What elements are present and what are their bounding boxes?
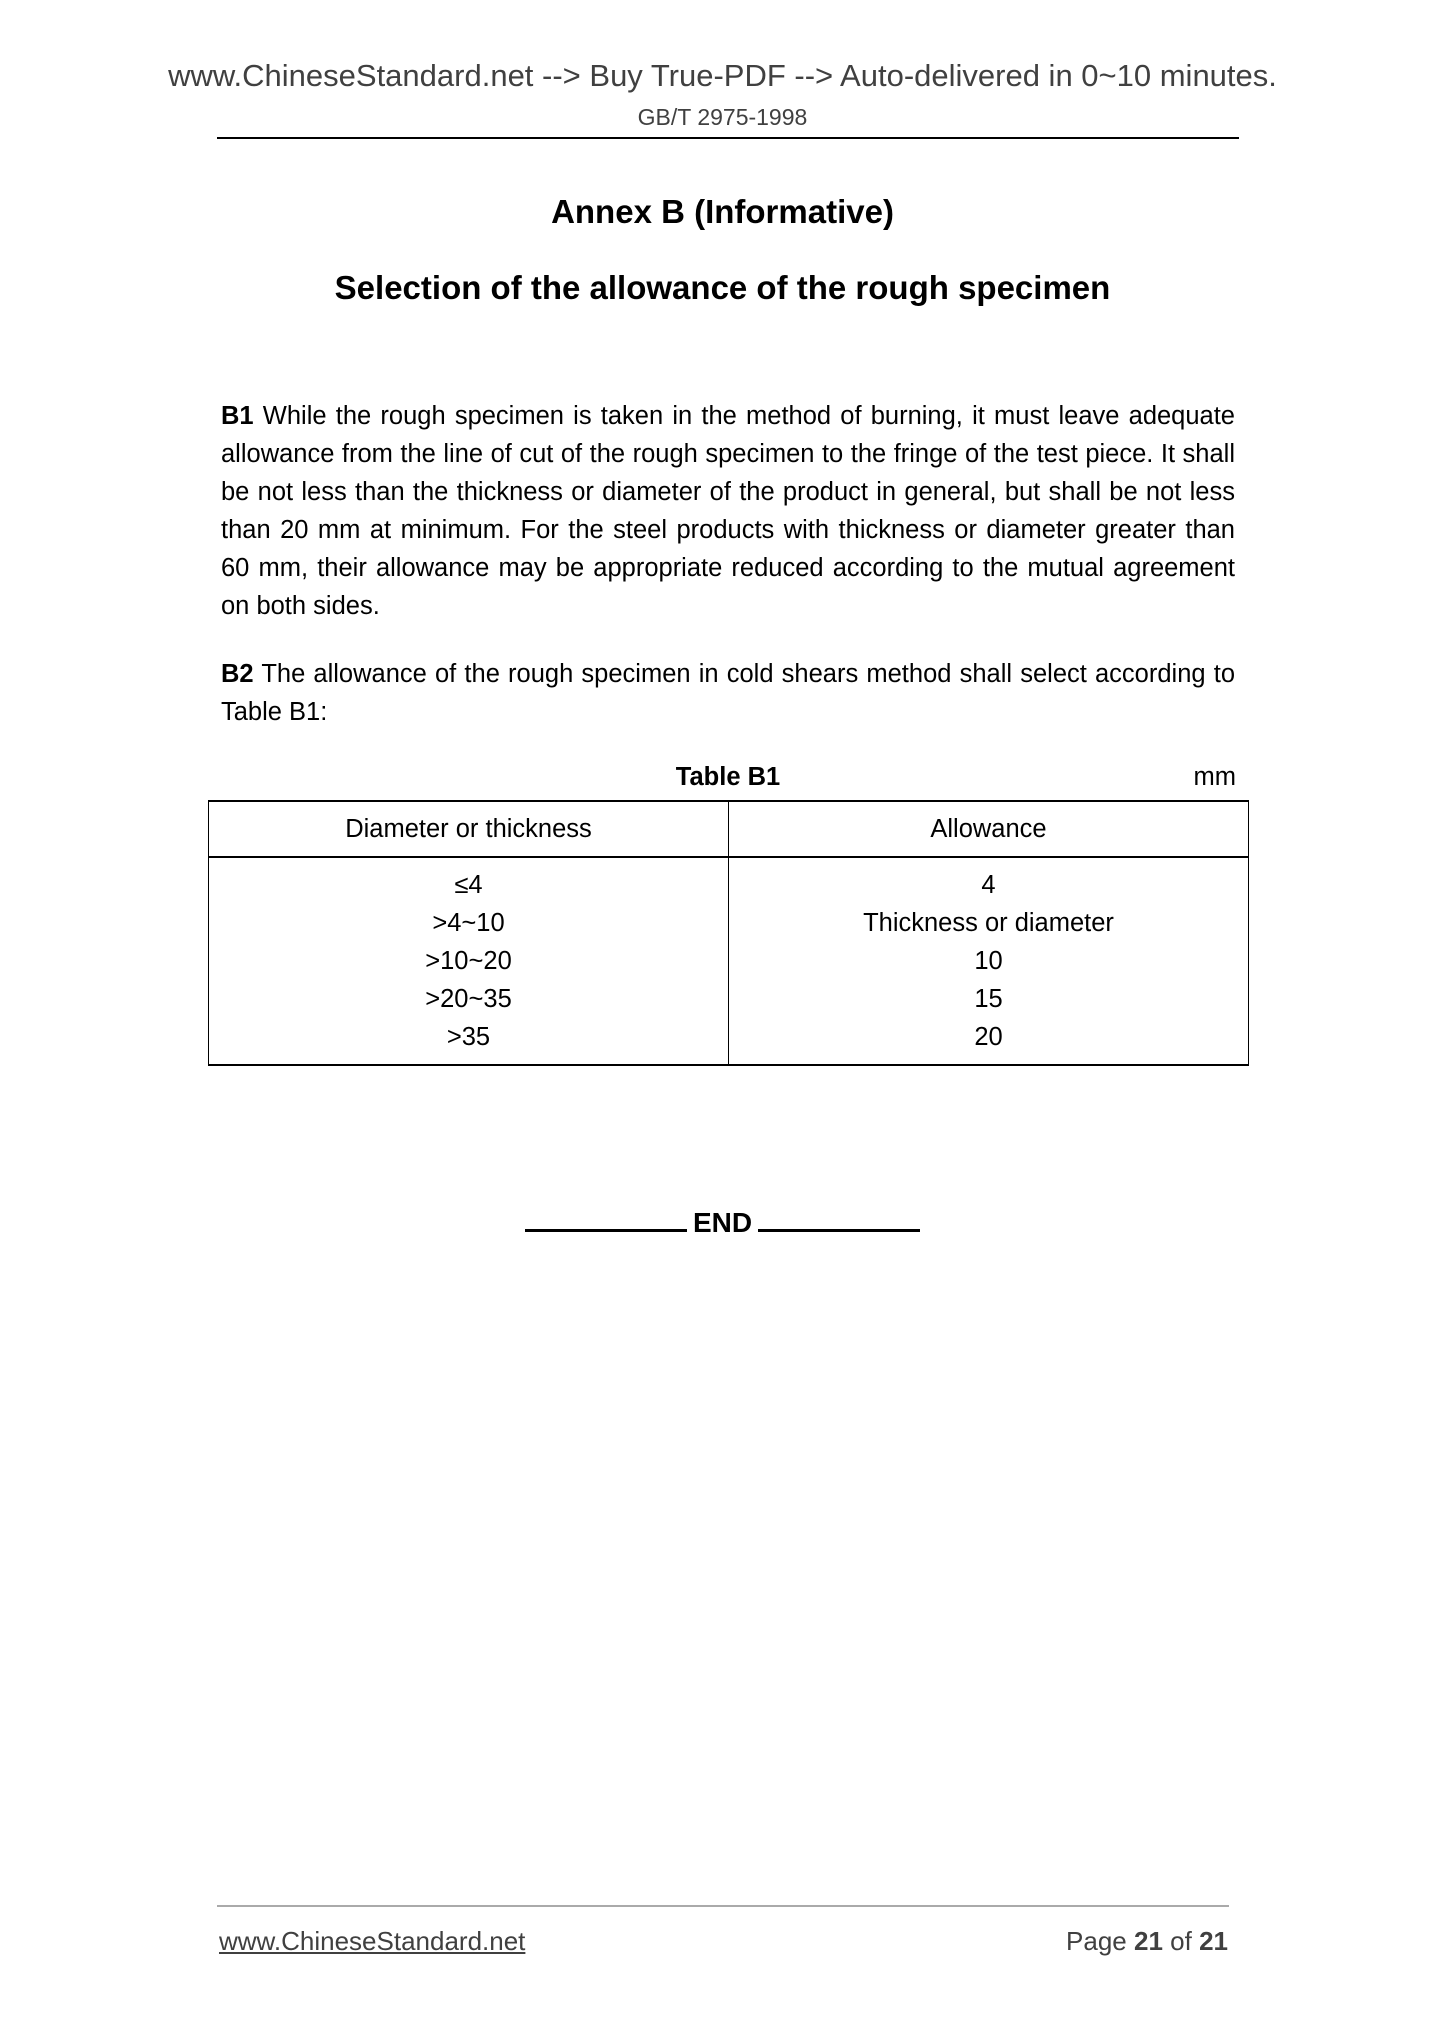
end-marker <box>0 1201 1445 1239</box>
cell-allowance: 15 <box>729 980 1249 1018</box>
cell-diameter: >10~20 <box>209 942 729 980</box>
paragraph-b2 <box>221 655 1235 731</box>
table-header-row <box>209 801 1249 857</box>
cell-diameter: >4~10 <box>209 904 729 942</box>
end-line-left <box>525 1201 687 1232</box>
column-header: Allowance <box>729 801 1249 857</box>
footer-website-link[interactable]: www.ChineseStandard.net <box>219 1926 526 1956</box>
page-current: 21 <box>1134 1926 1163 1956</box>
footer-divider <box>217 1905 1229 1907</box>
end-label: END <box>692 1207 753 1238</box>
paragraph-text: While the rough specimen is taken in the method of burning, it must leave adequate allowance from the line of cut of the rough specimen to the fringe of the test piece. It shall be not less than the thickness or diameter of the product in general, but shall be not less than 20 mm at minimum. For the steel products with thickness or diameter greater than 60 mm, their allowance may be appropriate reduced according to the mutual agreement on both sides. <box>221 402 1235 620</box>
table-row <box>209 857 1249 904</box>
header-banner: www.ChineseStandard.net --> Buy True-PDF --> Auto-delivered in 0~10 minutes. <box>168 58 1277 93</box>
cell-allowance: Thickness or diameter <box>729 904 1249 942</box>
paragraph-label: B1 <box>221 402 254 430</box>
page-total: 21 <box>1199 1926 1228 1956</box>
table-caption: Table B1 <box>675 763 781 791</box>
column-header: Diameter or thickness <box>209 801 729 857</box>
cell-diameter: >20~35 <box>209 980 729 1018</box>
cell-allowance: 4 <box>729 857 1249 904</box>
table-caption-row <box>208 763 1248 792</box>
allowance-table <box>208 800 1249 1066</box>
paragraph-b1 <box>221 397 1235 625</box>
table-row <box>209 980 1249 1018</box>
table-row <box>209 904 1249 942</box>
page-indicator <box>1066 1926 1228 1957</box>
annex-subtitle: Selection of the allowance of the rough specimen <box>334 269 1111 306</box>
cell-diameter: ≤4 <box>209 857 729 904</box>
of-word: of <box>1170 1926 1192 1956</box>
end-line-right <box>758 1201 920 1232</box>
standard-number: GB/T 2975-1998 <box>637 104 808 130</box>
paragraph-label: B2 <box>221 660 254 688</box>
annex-title: Annex B (Informative) <box>551 193 894 230</box>
table-row <box>209 1018 1249 1065</box>
paragraph-text: The allowance of the rough specimen in cold shears method shall select according to Table B1: <box>221 660 1235 726</box>
header-divider <box>217 137 1239 139</box>
cell-diameter: >35 <box>209 1018 729 1065</box>
table-unit: mm <box>1193 763 1236 791</box>
cell-allowance: 20 <box>729 1018 1249 1065</box>
table-row <box>209 942 1249 980</box>
page-word: Page <box>1066 1926 1127 1956</box>
cell-allowance: 10 <box>729 942 1249 980</box>
